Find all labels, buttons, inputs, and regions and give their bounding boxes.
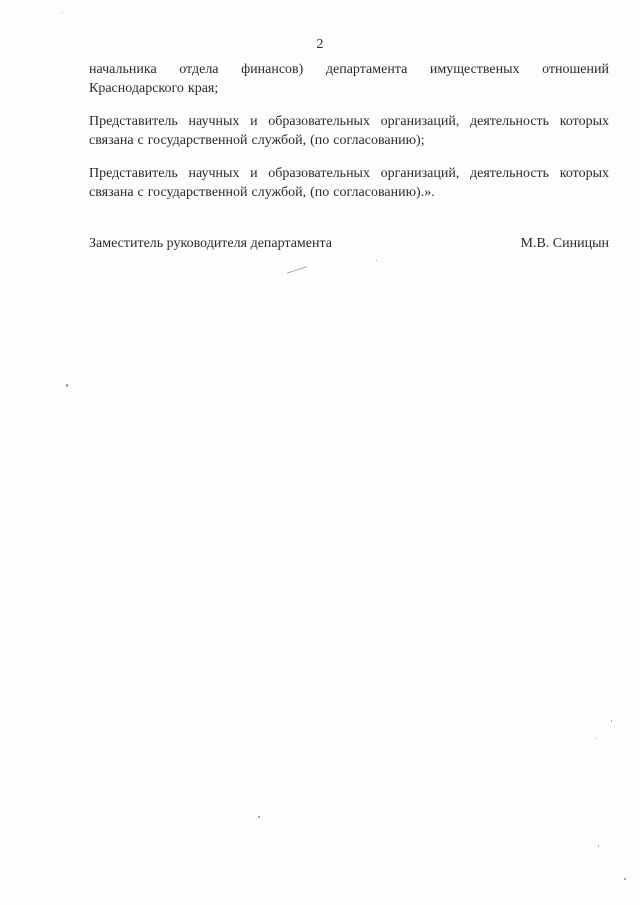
scan-speck [598,845,599,847]
paragraph-2 [89,112,609,150]
scan-speck [258,816,260,818]
scan-speck [624,878,626,880]
paragraph-1-line-1: начальника отдела финансов) департамента имущественых отношений [89,62,609,77]
paragraph-2-line-2: связана с государственной службой, (по согласованию); [89,133,425,148]
signatory-position: Заместитель руководителя департамента [89,236,332,251]
signature-block [89,234,609,253]
paragraph-1-line-2: Краснодарского края; [89,81,219,96]
scan-speck [376,260,377,261]
paragraph-3-line-2: связана с государственной службой, (по согласованию).». [89,185,435,200]
scan-speck [62,12,63,13]
scan-speck [611,720,612,722]
paragraph-3 [89,164,609,202]
paragraph-2-line-1: Представитель научных и образовательных организаций, деятельность которых [89,114,609,129]
paragraph-1 [89,60,609,98]
scan-speck [66,384,68,387]
paragraph-3-line-1: Представитель научных и образовательных организаций, деятельность которых [89,166,609,181]
scan-speck [596,738,597,739]
signatory-name: М.В. Синицын [520,236,609,251]
page-number: 2 [316,37,324,52]
signature-mark [286,265,308,275]
